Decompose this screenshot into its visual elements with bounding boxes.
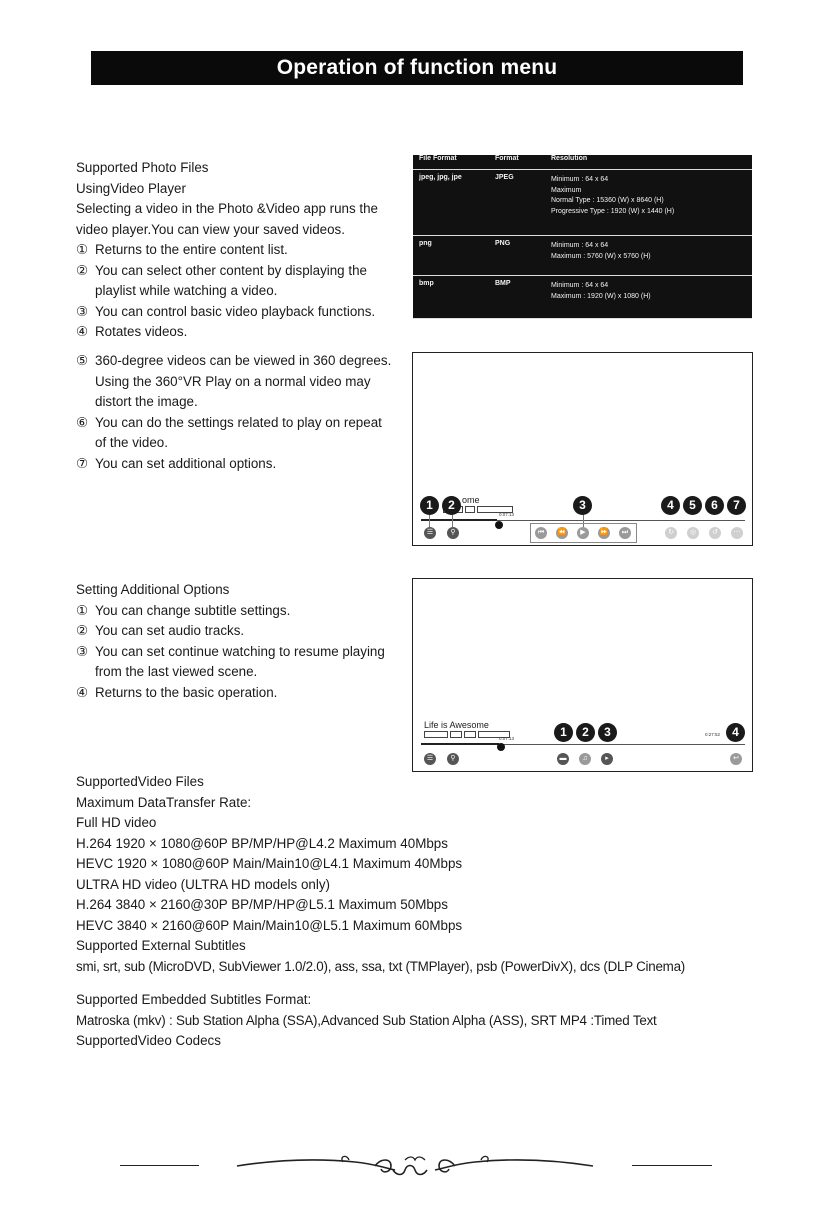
list-item-continuation: from the last viewed scene. (95, 664, 258, 679)
list-item: ④ Returns to the basic operation. (76, 684, 278, 700)
column-header: File Format (419, 155, 457, 162)
table-row (413, 276, 752, 319)
file-format-cell: bmp (419, 280, 434, 287)
video-title: Life is Awesome (424, 720, 489, 730)
format-cell: BMP (495, 280, 511, 287)
list-item-continuation: Using the 360°VR Play on a normal video may (95, 373, 371, 389)
list-item-continuation: distort the image. (95, 394, 198, 409)
callout-badge: 5 (683, 496, 702, 515)
resolution-cell: Minimum : 64 x 64 Maximum Normal Type : 15360 (W) x 8640 (H) Progressive Type : 1920 (W) x 1440 (H) (551, 176, 675, 215)
playlist-button[interactable]: ⚲ (447, 753, 459, 765)
list-item: ⑦ You can set additional options. (76, 455, 277, 471)
callout-leader (452, 513, 453, 527)
column-header: Resolution (551, 155, 588, 162)
section-heading: Supported Embedded Subtitles Format: (76, 992, 312, 1007)
table-header (413, 155, 752, 170)
video-player-intro (76, 158, 406, 343)
format-cell: JPEG (495, 174, 514, 181)
content-list-button[interactable]: ☰ (424, 527, 436, 539)
footer-rule-right (632, 1165, 712, 1166)
text-line: smi, srt, sub (MicroDVD, SubViewer 1.0/2.0), ass, ssa, txt (TMPlayer), psb (PowerDivX), dcs (DLP Cinema) (76, 958, 685, 974)
current-time: 0:07:13 (499, 736, 515, 741)
timeline-knob[interactable] (497, 743, 505, 751)
list-item: ③ You can control basic video playback functions. (76, 303, 376, 319)
tag (464, 731, 476, 738)
footer-ornament-icon (235, 1150, 595, 1182)
footer-rule-left (120, 1165, 199, 1166)
list-item: ⑥ You can do the settings related to play on repeat (76, 414, 382, 430)
file-format-cell: jpeg, jpg, jpe (419, 174, 462, 181)
intro-line: Selecting a video in the Photo &Video app runs the (76, 201, 379, 216)
continue-watching-button[interactable]: ▸ (601, 753, 613, 765)
list-item: ⑤ 360-degree videos can be viewed in 360 degrees. (76, 353, 392, 368)
audio-track-button[interactable]: ♫ (579, 753, 591, 765)
callout-badge: 3 (598, 723, 617, 742)
tag (450, 731, 462, 738)
video-options-screen (412, 578, 753, 772)
text-line: Matroska (mkv) : Sub Station Alpha (SSA),Advanced Sub Station Alpha (ASS), SRT MP4 :Timed Text (76, 1012, 657, 1028)
callout-badge: 3 (573, 496, 592, 515)
text-line: ULTRA HD video (ULTRA HD models only) (76, 876, 330, 892)
callout-badge: 2 (442, 496, 461, 515)
callout-badge: 4 (726, 723, 745, 742)
table-row (413, 236, 752, 276)
timeline-progress (421, 743, 499, 745)
text-line: Full HD video (76, 815, 157, 830)
format-cell: PNG (495, 240, 511, 247)
timeline-knob[interactable] (495, 521, 503, 529)
tag (465, 506, 475, 513)
text-line: HEVC 1920 × 1080@60P Main/Main10@L4.1 Maximum 40Mbps (76, 856, 463, 871)
skip-previous-button[interactable]: ⏮ (535, 527, 547, 539)
section-heading: Supported External Subtitles (76, 938, 246, 953)
additional-options-text (76, 580, 406, 703)
callout-badge: 4 (661, 496, 680, 515)
photo-format-table (413, 155, 752, 319)
external-subtitles (76, 936, 796, 977)
play-button[interactable]: ▶ (577, 527, 589, 539)
list-item: ① Returns to the entire content list. (76, 242, 288, 257)
page-title: Operation of function menu (276, 56, 558, 79)
list-item-continuation: of the video. (95, 435, 168, 450)
intro-line: video player.You can view your saved videos. (76, 221, 345, 237)
text-line: H.264 3840 × 2160@30P BP/MP/HP@L5.1 Maximum 50Mbps (76, 897, 448, 912)
subtitle-settings-button[interactable]: ▬ (557, 753, 569, 765)
text-line: HEVC 3840 × 2160@60P Main/Main10@L5.1 Maximum 60Mbps (76, 917, 463, 933)
back-to-basic-button[interactable]: ↩ (730, 753, 742, 765)
end-time: 0:27:52 (705, 732, 721, 737)
video-functions-list (76, 351, 406, 474)
section-heading: SupportedVideo Files (76, 774, 204, 789)
text-line: Maximum DataTransfer Rate: (76, 794, 252, 810)
skip-next-button[interactable]: ⏭ (619, 527, 631, 539)
table-row (413, 170, 752, 236)
column-header: Format (495, 155, 519, 162)
tag (424, 731, 448, 738)
callout-badge: 7 (727, 496, 746, 515)
list-item: ② You can select other content by displaying the (76, 262, 367, 278)
list-item: ④ Rotates videos. (76, 324, 188, 339)
video-title: ome (462, 495, 480, 505)
list-item: ③ You can set continue watching to resume playing (76, 643, 385, 659)
video-tags (424, 731, 510, 738)
vr-360-button[interactable]: ◎ (687, 527, 699, 539)
callout-badge: 2 (576, 723, 595, 742)
embedded-subtitles (76, 990, 796, 1052)
callout-badge: 1 (420, 496, 439, 515)
rewind-button[interactable]: ⏪ (556, 527, 568, 539)
rotate-button[interactable]: ↻ (665, 527, 677, 539)
content-list-button[interactable]: ☰ (424, 753, 436, 765)
fast-forward-button[interactable]: ⏩ (598, 527, 610, 539)
callout-badge: 6 (705, 496, 724, 515)
callout-leader (429, 513, 430, 527)
timeline-progress (421, 519, 497, 521)
text-line: SupportedVideo Codecs (76, 1033, 221, 1048)
video-player-screen (412, 352, 753, 546)
intro-line: UsingVideo Player (76, 180, 186, 196)
list-item: ① You can change subtitle settings. (76, 602, 291, 618)
resolution-cell: Minimum : 64 x 64 Maximum : 5760 (W) x 5760 (H) (551, 242, 651, 260)
current-time: 0:07:13 (499, 512, 515, 517)
more-options-button[interactable]: ⋯ (731, 527, 743, 539)
supported-video-files (76, 772, 776, 936)
playlist-button[interactable]: ⚲ (447, 527, 459, 539)
page-title-bar (91, 51, 743, 85)
intro-line: Supported Photo Files (76, 160, 209, 175)
resolution-cell: Minimum : 64 x 64 Maximum : 1920 (W) x 1080 (H) (551, 282, 651, 300)
list-item: ② You can set audio tracks. (76, 623, 245, 638)
callout-badge: 1 (554, 723, 573, 742)
text-line: H.264 1920 × 1080@60P BP/MP/HP@L4.2 Maximum 40Mbps (76, 835, 448, 851)
file-format-cell: png (419, 240, 432, 247)
repeat-button[interactable]: ↺ (709, 527, 721, 539)
list-item-continuation: playlist while watching a video. (95, 283, 278, 298)
section-heading: Setting Additional Options (76, 582, 230, 597)
